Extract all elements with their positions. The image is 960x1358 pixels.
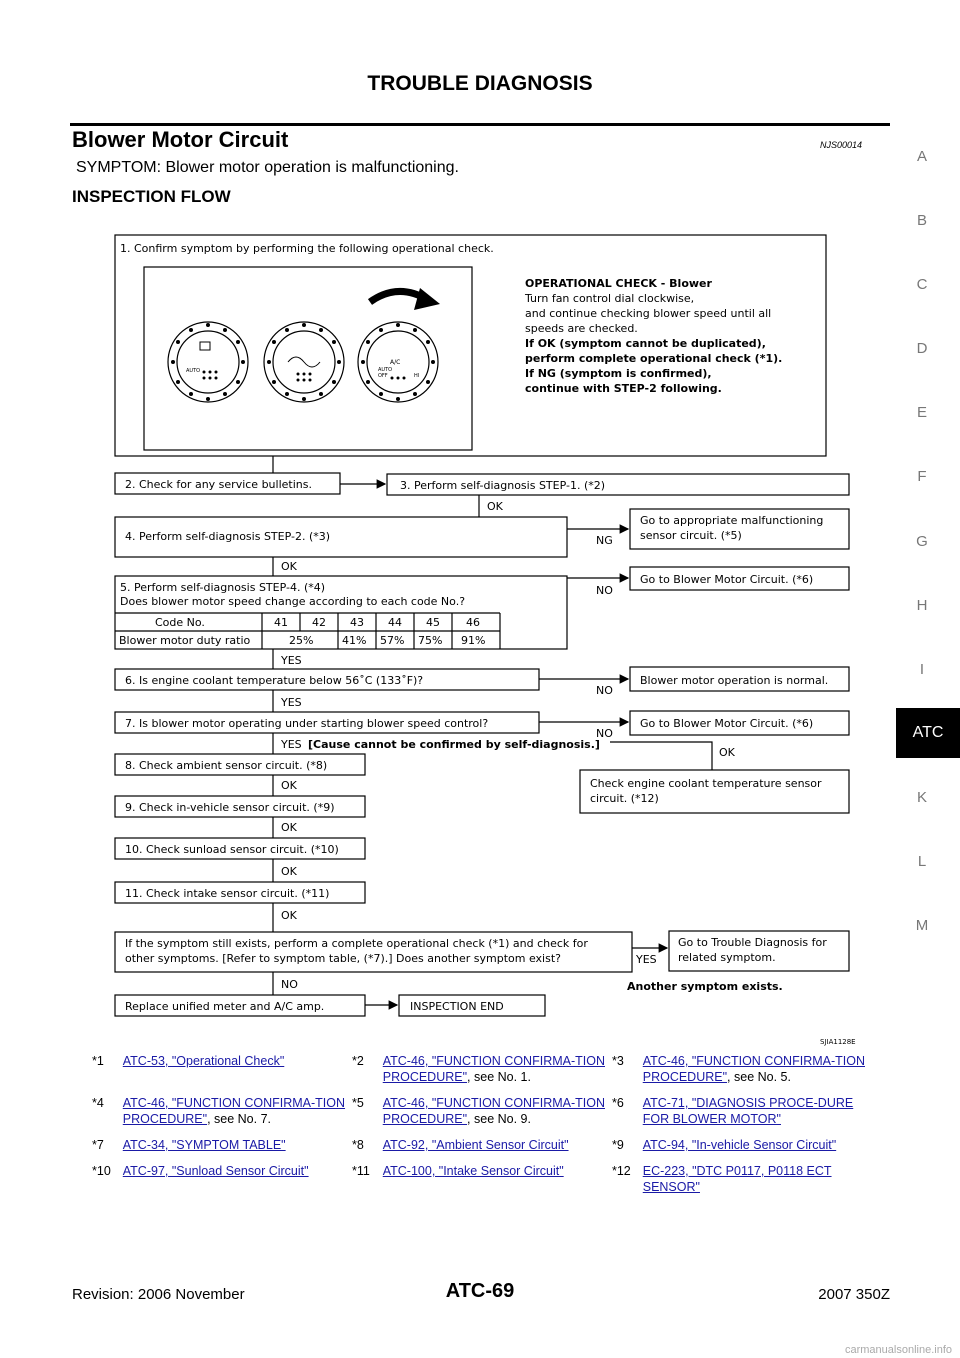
figure-id: SJIA1128E — [820, 1038, 856, 1046]
another-symptom-note: Another symptom exists. — [627, 980, 783, 993]
ref-link-2[interactable]: ATC-46, "FUNCTION CONFIRMA-TION PROCEDURE" — [382, 1054, 605, 1084]
footer-revision: Revision: 2006 November — [72, 1286, 245, 1303]
reference-row: *1 ATC-53, "Operational Check" *2 ATC-46, "FUNCTION CONFIRMA-TION PROCEDURE", see No. 1. *3 ATC-46, "FUNCTION CONFIRMA-TION PROCEDURE", see No. 5. — [92, 1054, 865, 1084]
side-tab-l[interactable]: L — [917, 853, 927, 870]
svg-text:If NG (symptom is confirmed),: If NG (symptom is confirmed), — [525, 367, 712, 380]
svg-text:Turn fan control dial clockwis: Turn fan control dial clockwise, — [525, 292, 695, 305]
svg-text:INSPECTION END: INSPECTION END — [410, 1000, 504, 1013]
side-tab-a[interactable]: A — [916, 148, 927, 165]
svg-text:Check engine coolant temperatu: Check engine coolant temperature sensor — [590, 777, 822, 790]
svg-text:NO: NO — [596, 684, 613, 697]
svg-text:41%: 41% — [342, 634, 367, 647]
svg-text:10. Check sunload sensor circu: 10. Check sunload sensor circuit. (*10) — [125, 843, 339, 856]
svg-text:Code No.: Code No. — [155, 616, 205, 629]
dial-temperature-illustration — [264, 322, 344, 402]
svg-text:YES: YES — [636, 953, 657, 966]
inspection-flow-heading: INSPECTION FLOW — [72, 187, 231, 206]
ref-link-7[interactable]: ATC-34, "SYMPTOM TABLE" — [122, 1138, 286, 1152]
symptom-text: SYMPTOM: Blower motor operation is malfunctioning. — [76, 159, 459, 176]
svg-text:NG: NG — [596, 534, 613, 547]
svg-text:NO: NO — [281, 978, 298, 991]
svg-text:OK: OK — [281, 779, 297, 792]
cause-note: [Cause cannot be confirmed by self-diagnosis.] — [308, 738, 600, 751]
svg-text:YES: YES — [281, 696, 302, 709]
svg-text:6. Is engine coolant temperatu: 6. Is engine coolant temperature below 56˚C (133˚F)? — [125, 674, 424, 687]
side-tab-h[interactable]: H — [916, 597, 928, 614]
svg-text:OK: OK — [281, 909, 297, 922]
reference-row: *7 ATC-34, "SYMPTOM TABLE" *8 ATC-92, "Ambient Sensor Circuit" *9 ATC-94, "In-vehicle Sensor Circuit" — [92, 1138, 837, 1152]
svg-text:Go to appropriate malfunctioni: Go to appropriate malfunctioning — [640, 514, 824, 527]
svg-text:If OK (symptom cannot be dupli: If OK (symptom cannot be duplicated), — [525, 337, 766, 350]
svg-text:continue with STEP-2 following: continue with STEP-2 following. — [525, 382, 722, 395]
svg-text:41: 41 — [274, 616, 288, 629]
svg-text:perform complete operational c: perform complete operational check (*1). — [525, 352, 783, 365]
svg-text:75%: 75% — [418, 634, 443, 647]
ref-link-11[interactable]: ATC-100, "Intake Sensor Circuit" — [382, 1164, 564, 1178]
svg-text:91%: 91% — [461, 634, 486, 647]
svg-text:AUTO: AUTO — [378, 367, 393, 373]
ref-link-10[interactable]: ATC-97, "Sunload Sensor Circuit" — [122, 1164, 309, 1178]
svg-text:OK: OK — [487, 500, 503, 513]
side-tab-g[interactable]: G — [916, 533, 928, 550]
svg-text:OK: OK — [719, 746, 735, 759]
svg-text:Go to Trouble Diagnosis for: Go to Trouble Diagnosis for — [678, 936, 827, 949]
svg-text:42: 42 — [312, 616, 326, 629]
side-tab-d[interactable]: D — [916, 340, 928, 357]
svg-text:9. Check in-vehicle sensor cir: 9. Check in-vehicle sensor circuit. (*9) — [125, 801, 335, 814]
side-tab-f[interactable]: F — [917, 468, 927, 485]
svg-text:OPERATIONAL CHECK - Blower: OPERATIONAL CHECK - Blower — [525, 277, 712, 290]
side-tab-b[interactable]: B — [916, 212, 927, 229]
svg-text:circuit. (*12): circuit. (*12) — [590, 792, 659, 805]
side-tab-k[interactable]: K — [916, 789, 927, 806]
svg-text:Go to Blower Motor Circuit. (*: Go to Blower Motor Circuit. (*6) — [640, 717, 814, 730]
svg-text:57%: 57% — [380, 634, 405, 647]
side-tab-m[interactable]: M — [915, 917, 929, 934]
svg-text:3. Perform self-diagnosis STEP: 3. Perform self-diagnosis STEP-1. (*2) — [400, 479, 606, 492]
svg-text:YES: YES — [281, 654, 302, 667]
section-title: Blower Motor Circuit — [72, 127, 289, 152]
ref-link-5[interactable]: ATC-46, "FUNCTION CONFIRMA-TION PROCEDURE" — [382, 1096, 605, 1126]
svg-text:2. Check for any service bulle: 2. Check for any service bulletins. — [125, 478, 312, 491]
svg-text:other symptoms. [Refer to symp: other symptoms. [Refer to symptom table, (*7).] Does another symptom exist? — [125, 952, 561, 965]
svg-text:Does blower motor speed change: Does blower motor speed change according to each code No.? — [120, 595, 466, 608]
svg-text:HI: HI — [414, 373, 420, 379]
svg-text:11. Check intake sensor circui: 11. Check intake sensor circuit. (*11) — [125, 887, 330, 900]
section-code: NJS00014 — [820, 140, 863, 150]
ref-link-4[interactable]: ATC-46, "FUNCTION CONFIRMA-TION PROCEDURE" — [122, 1096, 346, 1126]
svg-text:Replace unified meter and A/C: Replace unified meter and A/C amp. — [125, 1000, 325, 1013]
ref-link-12[interactable]: EC-223, "DTC P0117, P0118 ECT SENSOR" — [642, 1164, 832, 1194]
reference-row: *10 ATC-97, "Sunload Sensor Circuit" *11 ATC-100, "Intake Sensor Circuit" *12 EC-223, "DTC P0117, P0118 ECT SENSOR" — [92, 1164, 832, 1194]
reference-row: *4 ATC-46, "FUNCTION CONFIRMA-TION PROCEDURE", see No. 7. *5 ATC-46, "FUNCTION CONFIRMA-TION PROCEDURE", see No. 9. *6 ATC-71, "DIAGNOSIS PROCE-DURE FOR BLOWER MOTOR" — [92, 1096, 854, 1126]
svg-text:NO: NO — [596, 727, 613, 740]
svg-text:If the symptom still exists, p: If the symptom still exists, perform a complete operational check (*1) and check for — [125, 937, 588, 950]
svg-text:A/C: A/C — [390, 359, 401, 366]
reference-table — [92, 1053, 872, 1205]
ref-link-3[interactable]: ATC-46, "FUNCTION CONFIRMA-TION PROCEDURE" — [642, 1054, 865, 1084]
page-header-title: TROUBLE DIAGNOSIS — [367, 72, 593, 95]
side-tab-i[interactable]: I — [919, 661, 925, 678]
footer-page-number: ATC-69 — [445, 1280, 515, 1302]
svg-text:Go to Blower Motor Circuit. (*: Go to Blower Motor Circuit. (*6) — [640, 573, 814, 586]
svg-text:YES: YES — [281, 738, 302, 751]
svg-text:Blower motor operation is norm: Blower motor operation is normal. — [640, 674, 829, 687]
ref-link-9[interactable]: ATC-94, "In-vehicle Sensor Circuit" — [642, 1138, 837, 1152]
side-tab-atc-active[interactable]: ATC — [896, 708, 960, 758]
svg-text:OK: OK — [281, 560, 297, 573]
watermark[interactable]: carmanualsonline.info — [844, 1344, 952, 1356]
svg-text:OK: OK — [281, 821, 297, 834]
svg-text:8. Check ambient sensor circui: 8. Check ambient sensor circuit. (*8) — [125, 759, 328, 772]
footer-model: 2007 350Z — [818, 1286, 890, 1303]
svg-text:4. Perform self-diagnosis STEP: 4. Perform self-diagnosis STEP-2. (*3) — [125, 530, 331, 543]
svg-text:44: 44 — [388, 616, 402, 629]
svg-text:NO: NO — [596, 584, 613, 597]
step1-text: 1. Confirm symptom by performing the following operational check. — [120, 242, 494, 255]
svg-text:7. Is blower motor operating u: 7. Is blower motor operating under starting blower speed control? — [125, 717, 489, 730]
svg-text:and continue checking blower s: and continue checking blower speed until all — [525, 307, 772, 320]
svg-text:25%: 25% — [289, 634, 314, 647]
svg-text:sensor circuit. (*5): sensor circuit. (*5) — [640, 529, 742, 542]
svg-text:45: 45 — [426, 616, 440, 629]
side-tab-c[interactable]: C — [916, 276, 928, 293]
svg-text:AUTO: AUTO — [186, 368, 201, 374]
side-tab-e[interactable]: E — [916, 404, 927, 421]
svg-text:Blower motor duty ratio: Blower motor duty ratio — [119, 634, 251, 647]
svg-text:speeds are checked.: speeds are checked. — [525, 322, 638, 335]
dial-mode-illustration — [168, 322, 248, 402]
ref-link-6[interactable]: ATC-71, "DIAGNOSIS PROCE-DURE FOR BLOWER MOTOR" — [642, 1096, 854, 1126]
ref-link-8[interactable]: ATC-92, "Ambient Sensor Circuit" — [382, 1138, 569, 1152]
svg-text:46: 46 — [466, 616, 480, 629]
svg-text:5. Perform self-diagnosis STEP: 5. Perform self-diagnosis STEP-4. (*4) — [120, 581, 326, 594]
svg-text:related symptom.: related symptom. — [678, 951, 776, 964]
svg-text:OK: OK — [281, 865, 297, 878]
ref-link-1[interactable]: ATC-53, "Operational Check" — [122, 1054, 285, 1068]
svg-text:43: 43 — [350, 616, 364, 629]
svg-text:OFF: OFF — [378, 373, 388, 379]
